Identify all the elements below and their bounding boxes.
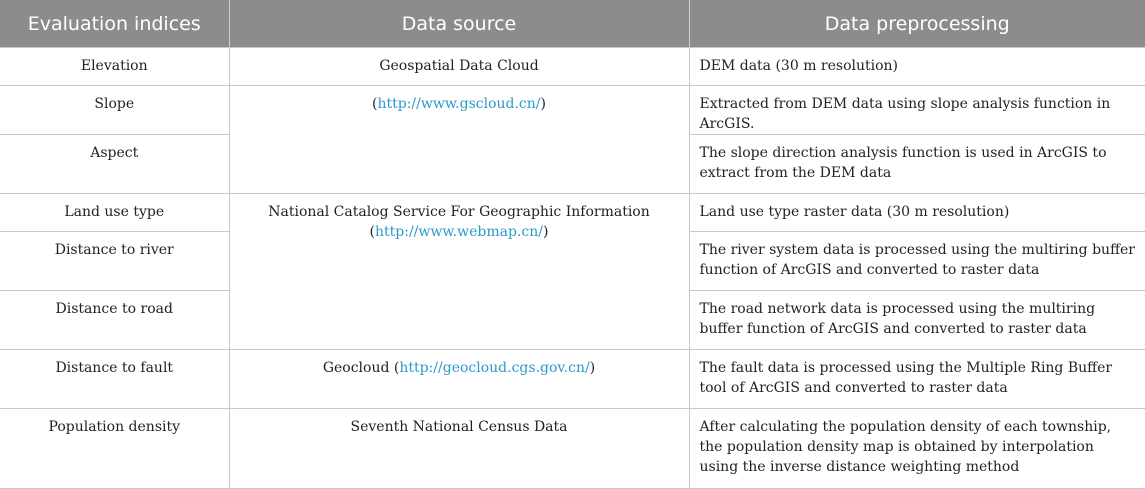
header-data-source: Data source (229, 0, 689, 48)
header-row (0, 0, 1145, 48)
source-prefix: National Catalog Service For Geographic Information ( (268, 204, 650, 240)
preprocessing-cell: The slope direction analysis function is used in ArcGIS to extract from the DEM data (689, 135, 1145, 194)
source-link[interactable]: http://www.webmap.cn/ (375, 224, 543, 240)
table-row (0, 350, 1145, 409)
table-row (0, 48, 1145, 86)
index-cell: Population density (0, 409, 229, 489)
preprocessing-cell: After calculating the population density of each township, the population density map is obtained by interpolation using the inverse distance weighting method (689, 409, 1145, 489)
index-cell: Elevation (0, 48, 229, 86)
preprocessing-cell: Land use type raster data (30 m resolution) (689, 194, 1145, 232)
source-cell (229, 350, 689, 409)
source-cell (229, 194, 689, 350)
table-row (0, 194, 1145, 232)
source-prefix: Geocloud ( (322, 360, 400, 376)
source-link[interactable]: http://www.gscloud.cn/ (377, 96, 541, 112)
table-row (0, 409, 1145, 489)
index-cell: Distance to road (0, 291, 229, 350)
source-link[interactable]: http://geocloud.cgs.gov.cn/ (399, 360, 590, 376)
header-evaluation-indices: Evaluation indices (0, 0, 229, 48)
source-cell: Geospatial Data Cloud (229, 48, 689, 86)
index-cell: Land use type (0, 194, 229, 232)
preprocessing-cell: The road network data is processed using the multiring buffer function of ArcGIS and converted to raster data (689, 291, 1145, 350)
source-cell (229, 86, 689, 194)
table-header (0, 0, 1145, 48)
preprocessing-cell: DEM data (30 m resolution) (689, 48, 1145, 86)
index-cell: Distance to fault (0, 350, 229, 409)
source-suffix: ) (540, 96, 546, 112)
source-prefix: ( (372, 96, 378, 112)
table-row (0, 86, 1145, 135)
preprocessing-cell: Extracted from DEM data using slope analysis function in ArcGIS. (689, 86, 1145, 135)
header-data-preprocessing: Data preprocessing (689, 0, 1145, 48)
index-cell: Slope (0, 86, 229, 135)
source-suffix: ) (589, 360, 596, 376)
index-cell: Aspect (0, 135, 229, 194)
preprocessing-cell: The river system data is processed using the multiring buffer function of ArcGIS and converted to raster data (689, 232, 1145, 291)
preprocessing-cell: The fault data is processed using the Multiple Ring Buffer tool of ArcGIS and converted to raster data (689, 350, 1145, 409)
index-cell: Distance to river (0, 232, 229, 291)
source-suffix: ) (542, 224, 549, 240)
source-cell: Seventh National Census Data (229, 409, 689, 489)
table-body (0, 48, 1145, 489)
